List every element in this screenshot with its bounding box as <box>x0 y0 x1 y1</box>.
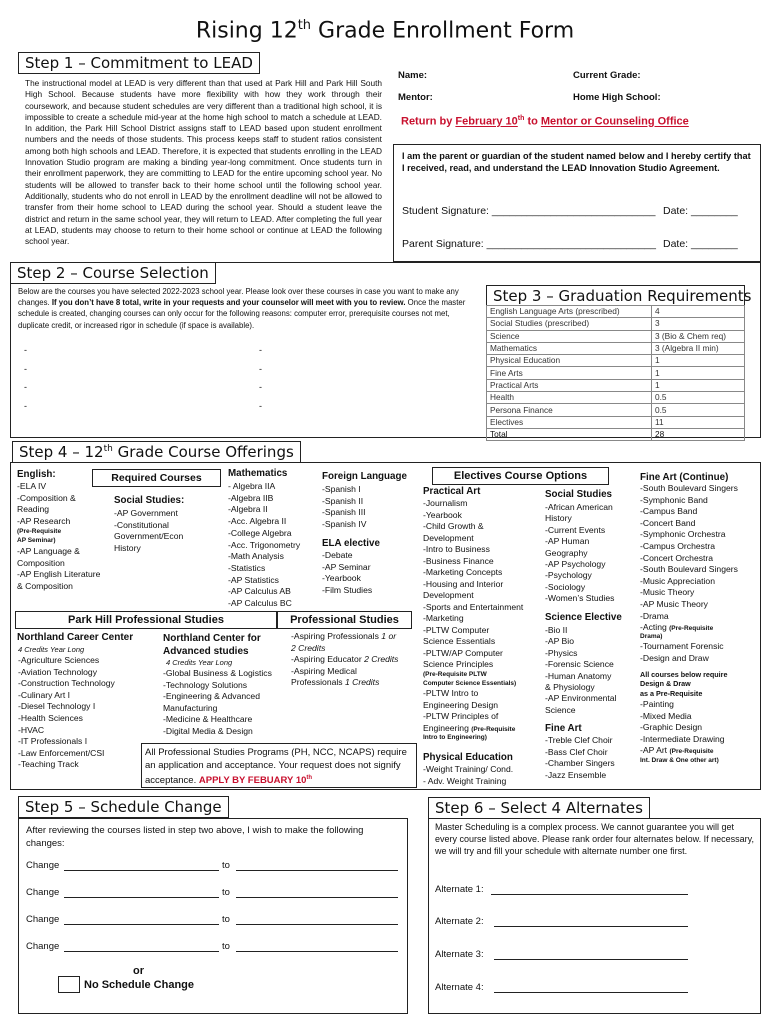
english-list: -ELA IV -Composition & Reading -AP Research <box>17 481 76 527</box>
professional-studies-heading: Professional Studies <box>277 611 412 629</box>
social-studies-list: -AP Government -Constitutional Government/Econ History <box>114 508 184 554</box>
current-grade-label: Current Grade: <box>573 70 641 81</box>
no-schedule-change-label: No Schedule Change <box>84 979 195 991</box>
fine-art-continue-list: -South Boulevard Singers -Symphonic Band -Campus Band -Concert Band -Symphonic Orchestra -Campus Orchestra -Concert Orchestra -South Boulevard Singers -Music Appreciation -Music Theory -AP Music Theory -Drama -Acting (Pre-Requisite <box>640 483 738 633</box>
practical-art-list-b: -PLTW Intro to Engineering Design -PLTW Principles of Engineering (Pre-Requisite <box>423 688 516 733</box>
step3-heading: Step 3 – Graduation Requirements <box>486 285 745 306</box>
requirement-credits: 11 <box>652 416 745 428</box>
fine-art-continue-list-b: -Tournament Forensic -Design and Draw <box>640 641 724 663</box>
mathematics-list: - Algebra IIA -Algebra IIB -Algebra II -Acc. Algebra II -College Algebra -Acc. Trigonometry -Math Analysis -Statistics -AP Statistics -AP Calculus AB -AP Calculus BC <box>228 481 301 609</box>
ncc-credits: 4 Credits Year Long <box>18 645 85 654</box>
step5-intro: After reviewing the courses listed in step two above, I wish to make the following changes: <box>26 825 364 849</box>
return-by-notice: Return by February 10th to Mentor or Counseling Office <box>401 115 689 128</box>
change-from-field-3[interactable] <box>64 924 219 925</box>
step1-heading: Step 1 – Commitment to LEAD <box>18 52 260 74</box>
requirement-credits: 0.5 <box>652 404 745 416</box>
change-label-4: Change <box>26 941 60 952</box>
change-to-field-4[interactable] <box>236 951 398 952</box>
requirement-credits: 3 (Bio & Chem req) <box>652 330 745 342</box>
requirement-subject: Social Studies (prescribed) <box>487 318 652 330</box>
step6-intro: Master Scheduling is a complex process. We cannot guarantee you will get every course listed above. Please rank order four alternates below. If necessary, we will try and fill your schedule with alternate number one first. <box>435 822 754 856</box>
to-label-3: to <box>222 914 230 925</box>
alternate-2-label: Alternate 2: <box>435 916 484 927</box>
student-signature-field[interactable]: Student Signature: ____________________________ <box>402 205 656 217</box>
fine-art-continue-list-c: -Painting -Mixed Media -Graphic Design -Intermediate Drawing -AP Art (Pre-Requisite <box>640 699 725 756</box>
requirement-subject: Physical Education <box>487 355 652 367</box>
change-to-field-3[interactable] <box>236 924 398 925</box>
or-label: or <box>133 965 144 977</box>
student-date-field[interactable]: Date: ________ <box>663 205 738 217</box>
graduation-requirements-table <box>486 305 745 441</box>
requirement-subject: Practical Arts <box>487 379 652 391</box>
change-label-3: Change <box>26 914 60 925</box>
to-label-2: to <box>222 887 230 898</box>
course-slot-7[interactable]: - <box>259 382 262 392</box>
ss-elective-title: Social Studies <box>545 489 612 500</box>
no-schedule-change-checkbox[interactable] <box>58 976 80 993</box>
acting-prereq: Drama) <box>640 633 663 640</box>
required-courses-heading: Required Courses <box>92 469 221 487</box>
course-slot-6[interactable]: - <box>259 364 262 374</box>
step1-body: The instructional model at LEAD is very different than that used at Park Hill and Park Hill South High School. Because students have more flexibility with how they work through their coursework, and because student schedules are very different than a traditional high school, it is impossible to create a schedule mid-year at the home high school to match a schedule at LEAD. In addition, the Park Hill School District assigns staff to LEAD based upon student enrollment numbers and the needs of those students. This process keeps staff to student ratios consistent among both high schools and LEAD. Therefore, it is expected that students enrolling in the LEAD Innovation Studio program are making a binding year-long commitment. Once students turn in their enrollment paperwork, they are committing to LEAD for the entire upcoming school year. No students will be allowed to transfer back to their home school until the following school year. Additionally, students who do not enroll in LEAD by the enrollment deadline will not be allowed to transfer from their home school to LEAD during the school year. Should a student leave the district and return in the same school year, they will return to LEAD. After completing the full year at LEAD, students may choose to return to their home school or continue at LEAD the following school year. <box>25 78 382 247</box>
parent-date-field[interactable]: Date: ________ <box>663 238 738 250</box>
graduation-row <box>487 428 745 440</box>
requirement-credits: 3 <box>652 318 745 330</box>
ncas-list: -Global Business & Logistics -Technology Solutions -Engineering & Advanced Manufacturing -Medicine & Healthcare -Digital Media & Design <box>163 668 272 736</box>
change-label-2: Change <box>26 887 60 898</box>
fine-art-title: Fine Art <box>545 723 582 734</box>
requirement-credits: 0.5 <box>652 392 745 404</box>
pltw-ap-prereq: (Pre-Requisite PLTW Computer Science Essentials) <box>423 671 517 687</box>
requirement-credits: 1 <box>652 379 745 391</box>
ncc-title: Northland Career Center <box>17 632 134 643</box>
step5-heading: Step 5 – Schedule Change <box>18 796 229 818</box>
science-elective-title: Science Elective <box>545 612 622 623</box>
fine-art-continue-title: Fine Art (Continue) <box>640 472 729 483</box>
requirement-credits: 3 (Algebra II min) <box>652 342 745 354</box>
alternate-4-field[interactable] <box>494 992 688 993</box>
step6-heading: Step 6 – Select 4 Alternates <box>428 797 650 819</box>
to-label-1: to <box>222 860 230 871</box>
ap-art-prereq: Int. Draw & One other art) <box>640 757 719 764</box>
alternate-4-label: Alternate 4: <box>435 982 484 993</box>
alternate-2-field[interactable] <box>494 926 688 927</box>
ncas-credits: 4 Credits Year Long <box>166 658 233 667</box>
mentor-label: Mentor: <box>398 92 433 103</box>
application-notice: All Professional Studies Programs (PH, NCC, NCAPS) require an application and acceptance. Your request does not signify acceptance. APPLY BY FEBUARY 10th <box>145 747 407 787</box>
change-to-field-1[interactable] <box>236 870 398 871</box>
ncc-list: -Agriculture Sciences -Aviation Technology -Construction Technology -Culinary Art I -Diesel Technology I -Health Sciences -HVAC -IT Professionals I -Law Enforcement/CSI -Teaching Track <box>18 655 115 770</box>
course-slot-8[interactable]: - <box>259 401 262 411</box>
graduation-row <box>487 318 745 330</box>
graduation-row <box>487 416 745 428</box>
physical-education-list: -Weight Training/ Cond. - Adv. Weight Training <box>423 764 514 786</box>
course-slot-1[interactable]: - <box>24 345 27 355</box>
science-elective-list: -Bio II -AP Bio -Physics -Forensic Science -Human Anatomy & Physiology -AP Environmental Science <box>545 625 617 715</box>
foreign-language-title: Foreign Language <box>322 471 407 482</box>
design-draw-requirement: All courses below require Design & Draw as a Pre-Requisite <box>640 670 728 698</box>
mathematics-title: Mathematics <box>228 468 288 479</box>
change-to-field-2[interactable] <box>236 897 398 898</box>
requirement-subject: Total <box>487 428 652 440</box>
social-studies-title: Social Studies: <box>114 495 185 506</box>
step2-instructions: Below are the courses you have selected 2022-2023 school year. Please look over these courses in case you want to make any changes. If you don’t have 8 total, write in your requests and your counselor will meet with you to review. Once the master schedule is created, changing courses can only occur for the following reasons: computer error, prerequisite courses not met, duplicate credit, or increased rigor in schedule (if space is available). <box>18 287 466 330</box>
requirement-credits: 4 <box>652 306 745 318</box>
requirement-subject: Persona Finance <box>487 404 652 416</box>
practical-art-list: -Journalism -Yearbook -Child Growth & Development -Intro to Business -Business Finance -Marketing Concepts -Housing and Interior Development -Sports and Entertainment -Marketing -PLTW Computer Science Essentials -PLTW/AP Computer Science Principles <box>423 498 524 669</box>
ncas-title: Northland Center for Advanced studies <box>163 633 261 657</box>
graduation-row <box>487 404 745 416</box>
alternate-3-field[interactable] <box>494 959 688 960</box>
graduation-row <box>487 392 745 404</box>
course-slot-3[interactable]: - <box>24 382 27 392</box>
requirement-subject: Fine Arts <box>487 367 652 379</box>
fine-art-list: -Treble Clef Choir -Bass Clef Choir -Chamber Singers -Jazz Ensemble <box>545 735 615 781</box>
change-from-field-4[interactable] <box>64 951 219 952</box>
requirement-credits: 1 <box>652 367 745 379</box>
electives-heading: Electives Course Options <box>432 467 609 485</box>
requirement-credits: 28 <box>652 428 745 440</box>
graduation-row <box>487 330 745 342</box>
alternate-1-field[interactable] <box>491 894 688 895</box>
page-title: Rising 12th Grade Enrollment Form <box>195 18 575 44</box>
graduation-row <box>487 355 745 367</box>
step2-heading: Step 2 – Course Selection <box>11 263 216 284</box>
change-label-1: Change <box>26 860 60 871</box>
professional-studies-list: -Aspiring Professionals 1 or 2 Credits -Aspiring Educator 2 Credits -Aspiring Medical Professionals 1 Credits <box>291 631 399 688</box>
to-label-4: to <box>222 941 230 952</box>
change-from-field-2[interactable] <box>64 897 219 898</box>
course-slot-4[interactable]: - <box>24 401 27 411</box>
ss-elective-list: -African American History -Current Events -AP Human Geography -AP Psychology -Psychology -Sociology -Women’s Studies <box>545 502 615 604</box>
alternate-1-label: Alternate 1: <box>435 884 484 895</box>
pltw-principles-prereq: Intro to Engineering) <box>423 734 487 741</box>
english-list-b: -AP Language & Composition -AP English Literature & Composition <box>17 546 101 592</box>
requirement-subject: Science <box>487 330 652 342</box>
foreign-language-list: -Spanish I -Spanish II -Spanish III -Spanish IV <box>322 484 367 530</box>
physical-education-title: Physical Education <box>423 752 513 763</box>
graduation-row <box>487 306 745 318</box>
park-hill-professional-heading: Park Hill Professional Studies <box>15 611 277 629</box>
ap-research-prereq: (Pre-Requisite AP Seminar) <box>17 528 62 544</box>
requirement-subject: English Language Arts (prescribed) <box>487 306 652 318</box>
change-from-field-1[interactable] <box>64 870 219 871</box>
requirement-credits: 1 <box>652 355 745 367</box>
home-school-label: Home High School: <box>573 92 661 103</box>
alternate-3-label: Alternate 3: <box>435 949 484 960</box>
ela-elective-title: ELA elective <box>322 538 380 549</box>
ela-elective-list: -Debate -AP Seminar -Yearbook -Film Studies <box>322 550 373 596</box>
requirement-subject: Health <box>487 392 652 404</box>
requirement-subject: Mathematics <box>487 342 652 354</box>
step4-heading: Step 4 – 12th Grade Course Offerings <box>12 441 301 463</box>
agreement-text: I am the parent or guardian of the student named below and I hereby certify that I received, read, and understand the LEAD Innovation Studio Agreement. <box>402 151 751 173</box>
course-slot-2[interactable]: - <box>24 364 27 374</box>
graduation-row <box>487 367 745 379</box>
graduation-row <box>487 379 745 391</box>
english-title: English: <box>17 469 56 480</box>
graduation-row <box>487 342 745 354</box>
parent-signature-field[interactable]: Parent Signature: _____________________________ <box>402 238 656 250</box>
course-slot-5[interactable]: - <box>259 345 262 355</box>
name-label: Name: <box>398 70 428 81</box>
requirement-subject: Electives <box>487 416 652 428</box>
practical-art-title: Practical Art <box>423 486 481 497</box>
